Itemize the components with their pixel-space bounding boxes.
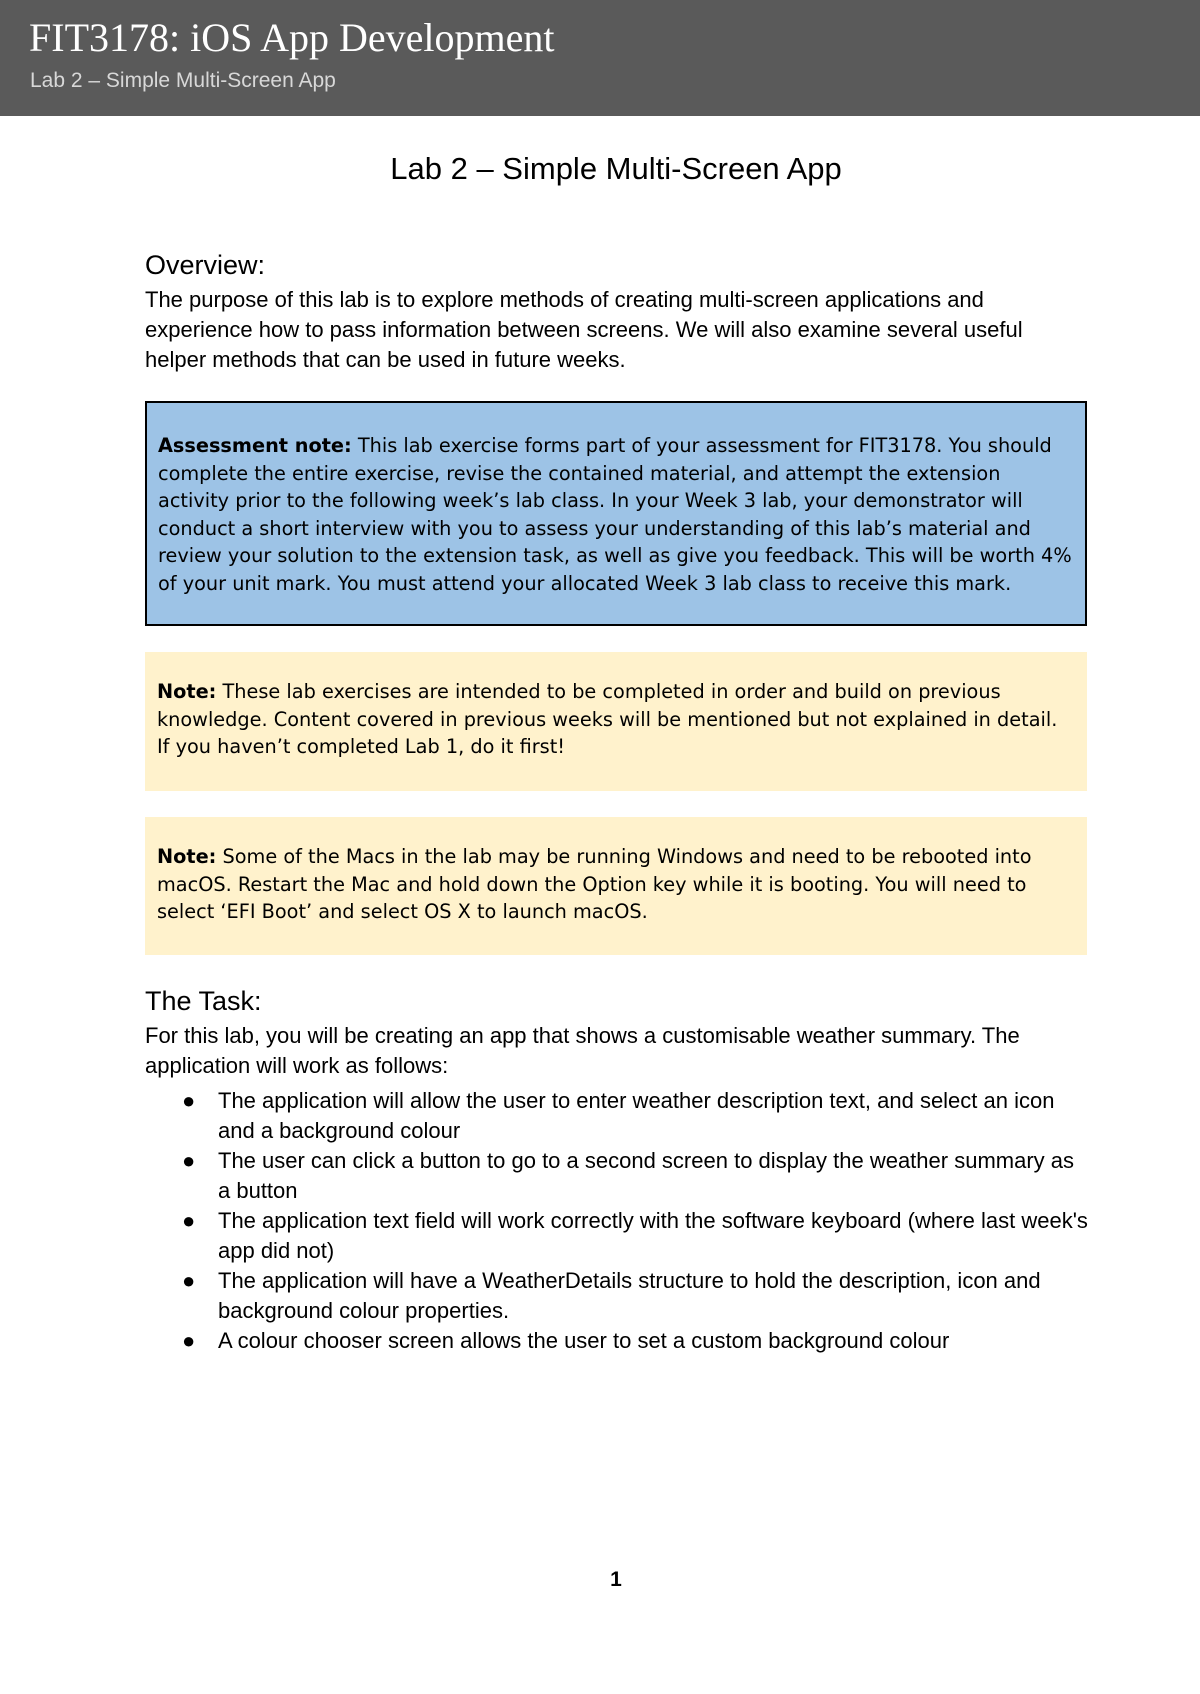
task-intro: For this lab, you will be creating an app that shows a customisable weather summary. The application will work as follows:: [145, 1023, 1020, 1078]
assessment-note-text: This lab exercise forms part of your assessment for FIT3178. You should complete the entire exercise, revise the contained material, and attempt the extension activity prior to the following week’s lab class. In your Week 3 lab, your demonstrator will conduct a short interview with you to assess your understanding of this lab’s material and review your solution to the extension task, as well as give you feedback. This will be worth 4% of your unit mark. You must attend your allocated Week 3 lab class to receive this mark.: [158, 434, 1072, 595]
list-item-text: The user can click a button to go to a second screen to display the weather summary as a button: [218, 1148, 1075, 1203]
bullet-icon: ●: [182, 1148, 196, 1173]
bullet-icon: ●: [182, 1208, 196, 1233]
list-item: [145, 1326, 1090, 1356]
bullet-icon: ●: [182, 1088, 196, 1113]
list-item: [145, 1206, 1090, 1266]
assessment-note-label: Assessment note:: [158, 434, 352, 457]
header-band: [0, 0, 1200, 116]
task-list: [145, 1086, 1090, 1356]
course-title: FIT3178: iOS App Development: [29, 15, 555, 60]
overview-text: The purpose of this lab is to explore methods of creating multi-screen applications and experience how to pass information between screens. We will also examine several useful helper methods that can be used in future weeks.: [145, 287, 1023, 372]
list-item: [145, 1266, 1090, 1326]
page-number: 1: [610, 1568, 622, 1591]
prerequisite-note-box: [145, 652, 1087, 791]
reboot-note-text: Some of the Macs in the lab may be running Windows and need to be rebooted into macOS. Restart the Mac and hold down the Option key while it is booting. You will need to select ‘EFI Boot’ and select OS X to launch macOS.: [157, 845, 1032, 923]
task-heading: The Task:: [145, 986, 262, 1016]
list-item-text: A colour chooser screen allows the user to set a custom background colour: [218, 1328, 950, 1353]
list-item: [145, 1146, 1090, 1206]
prerequisite-note-text: These lab exercises are intended to be completed in order and build on previous knowledge. Content covered in previous weeks will be mentioned but not explained in detail. If you haven’t completed Lab 1, do it first!: [157, 680, 1058, 758]
bullet-icon: ●: [182, 1268, 196, 1293]
assessment-note-box: [145, 401, 1087, 626]
reboot-note-box: [145, 817, 1087, 955]
lab-subtitle: Lab 2 – Simple Multi-Screen App: [30, 69, 336, 92]
page-title: Lab 2 – Simple Multi-Screen App: [390, 151, 842, 186]
list-item-text: The application will have a WeatherDetails structure to hold the description, icon and background colour properties.: [218, 1268, 1041, 1323]
list-item-text: The application text field will work correctly with the software keyboard (where last week's app did not): [218, 1208, 1088, 1263]
list-item: [145, 1086, 1090, 1146]
overview-heading: Overview:: [145, 250, 266, 280]
list-item-text: The application will allow the user to enter weather description text, and select an icon and a background colour: [218, 1088, 1055, 1143]
reboot-note-label: Note:: [157, 845, 217, 868]
bullet-icon: ●: [182, 1328, 196, 1353]
prerequisite-note-label: Note:: [157, 680, 217, 703]
